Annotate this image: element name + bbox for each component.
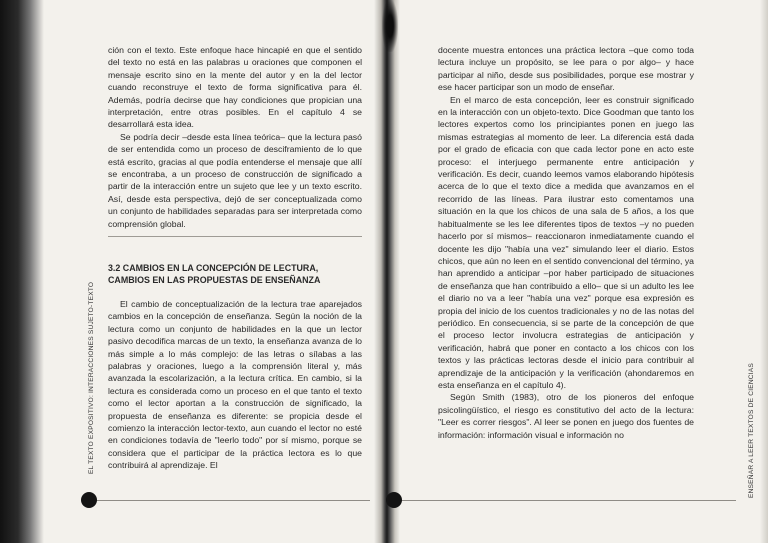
footer-dot-left bbox=[81, 492, 97, 508]
section-divider bbox=[108, 236, 362, 237]
running-head-right: ENSEÑAR A LEER TEXTOS DE CIENCIAS bbox=[748, 363, 755, 498]
binding-shadow-left bbox=[0, 0, 44, 543]
left-page-text-top bbox=[108, 44, 362, 230]
right-paragraph-1: docente muestra entonces una práctica lectora –que como toda lectura incluye un propósito, se lee para o por algo– y hace participar al niño, desde sus posibilidades, porque ese mostrar y ese hacer participar son un modo de enseñar. bbox=[438, 45, 694, 93]
right-page-text bbox=[438, 44, 694, 441]
left-page-text-bottom bbox=[108, 298, 362, 472]
page-edge-right bbox=[760, 0, 768, 543]
section-heading: 3.2 CAMBIOS EN LA CONCEPCIÓN DE LECTURA, CAMBIOS EN LAS PROPUESTAS DE ENSEÑANZA bbox=[108, 263, 321, 285]
footer-rule-right bbox=[396, 500, 736, 501]
gutter-shadow bbox=[374, 0, 400, 543]
running-head-left: EL TEXTO EXPOSITIVO: INTERACCIONES SUJETO-TEXTO bbox=[88, 281, 95, 474]
footer-rule-left bbox=[90, 500, 370, 501]
right-paragraph-3: Según Smith (1983), otro de los pioneros del enfoque psicolingüístico, el riesgo es constitutivo del acto de la lectura: "Leer es correr riesgos". Al leer se ponen en juego dos fuentes de información: información visual e información no bbox=[438, 392, 694, 440]
left-paragraph-3: El cambio de conceptualización de la lectura trae aparejados cambios en la concepción de enseñanza. Según la noción de la lectura como un conjunto de habilidades en la que un lector pasivo decodifica marcas de un texto, la enseñanza avanza de lo más simple a lo más complejo: de las letras o sílabas a las palabras y oraciones, luego a la comprensión literal y, más avanzada la escolarización, a la lectura crítica. En cambio, si la lectura es considerada como un proceso en el que tanto el texto como el lector aportan a la construcción de significado, la propuesta de enseñanza es diferente: se propicia desde el comienzo la interacción lector-texto, aun cuando el lector no esté en condiciones todavía de "leerlo todo" por sí mismo, porque se considera que el participar de la práctica lectora es lo que contribuirá al aprendizaje. El bbox=[108, 299, 362, 471]
left-paragraph-1: ción con el texto. Este enfoque hace hincapié en que el sentido del texto no está en las palabras u oraciones que componen el mensaje escrito sino en la mente del autor y en la del lector cuando reconstruye el texto de forma significativa para él. Además, podría decirse que hay condiciones que propician una interpretación, entre otras posibles. En el capítulo 4 se desarrollará esta idea. bbox=[108, 45, 362, 130]
right-paragraph-2: En el marco de esta concepción, leer es construir significado en la interacción con un objeto-texto. Dice Goodman que tanto los lectores expertos como los principiantes ponen en juego las mismas estrategias al momento de leer. La diferencia está dada por el grado de eficacia con que cada lector pone en acto este proceso: el interjuego permanente entre anticipación y verificación. Es decir, cuando leemos vamos elaborando hipótesis acerca de lo que el texto dice a medida que avanzamos en el recorrido de las líneas. Para ilustrar esto comentamos una situación en la que los chicos de una sala de 5 años, a los que habitualmente se les lee diferentes tipos de textos –y no pueden hacerlo por sí mismos– reaccionaron inmediatamente cuando el docente les dijo "había una vez" simulando leer el diario. Estos chicos, que aún no leen en el sentido convencional del término, ya han aprendido a anticipar –por haber participado de situaciones de enseñanza que han contribuido a ello– que si un adulto les lee el diario no va a leer "había una vez" porque esa expresión es propia del inicio de los cuentos tradicionales y no de las notas del periódico. En consecuencia, si se parte de la concepción de que el proceso lector involucra estrategias de anticipación y verificación, habrá que poner en contacto a los chicos con los textos y las prácticas lectoras desde el inicio para contribuir al aprendizaje de la anticipación y la verificación (ahondaremos en esta enseñanza en el capítulo 4). bbox=[438, 94, 694, 390]
gutter-dark-mark bbox=[382, 0, 398, 52]
footer-dot-right bbox=[386, 492, 402, 508]
left-paragraph-2: Se podría decir –desde esta línea teórica– que la lectura pasó de ser entendida como un proceso de desciframiento de lo que está escrito, gracias al que podía entenderse el mensaje que allí se encontraba, a un proceso de construcción de significado a partir de la interacción entre un sujeto que lee y un texto escrito. Así, desde esta perspectiva, dejó de ser conceptualizada como un conjunto de habilidades separadas para ser interpretada como comprensión global. bbox=[108, 131, 362, 229]
